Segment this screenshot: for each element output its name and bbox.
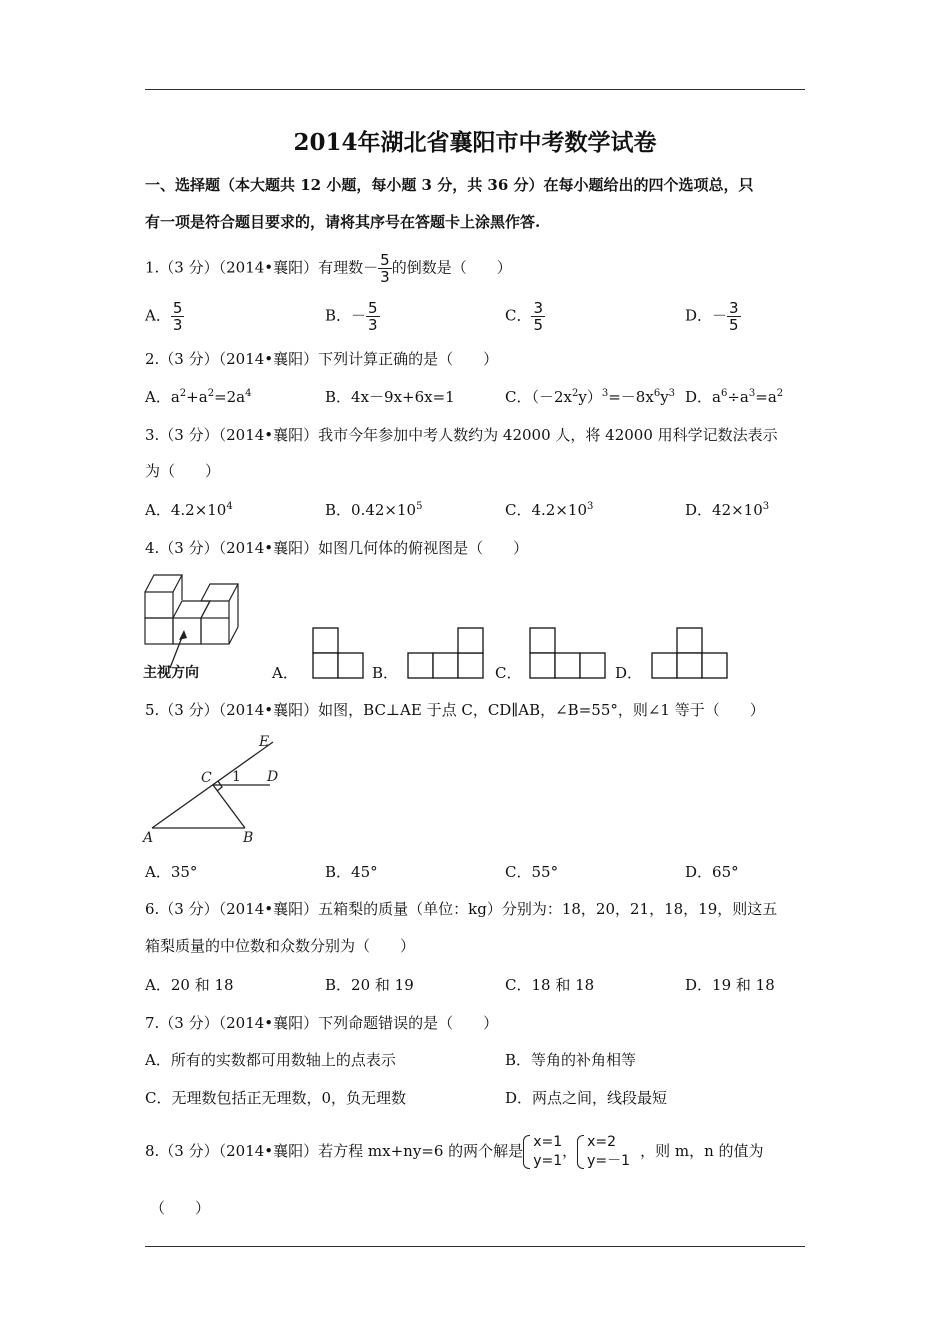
q2-option-c: C．$(-2x^2y)^3=-8x^6y^3$ [505,388,676,406]
q2-option-d: D．$a^6\div a^3=a^2$ [685,388,784,406]
q2-option-b: B．4x－9x+6x=1 [325,388,455,406]
q7-stem: 7.（3 分）（2014•襄阳）下列命题错误的是（ ） [145,1014,499,1032]
q6-stem-line1: 6.（3 分）（2014•襄阳）五箱梨的质量（单位：kg）分别为：18，20，21，18，19，则这五 [145,900,778,918]
q8-stem-line2: （ ） [150,1199,211,1217]
q5-point-e: E [259,734,270,750]
q5-geometry-figure [140,730,300,850]
q2-stem: 2.（3 分）（2014•襄阳）下列计算正确的是（ ） [145,350,499,368]
q1-option-a: A． $\frac{5}{3}$ [145,299,183,334]
q1-option-b: B．－ $\frac{5}{3}$ [325,299,378,334]
q1-option-c: C． $\frac{3}{5}$ [505,299,544,334]
q5-point-a: A [143,830,154,846]
q8-system-2: x=2 y=－1 [577,1133,630,1171]
q6-option-c: C．18 和 18 [505,976,595,994]
q7-option-b: B．等角的补角相等 [505,1051,637,1069]
q5-angle-1: 1 [232,769,241,785]
q5-stem: 5.（3 分）（2014•襄阳）如图，BC⊥AE 于点 C，CD∥AB，∠B=55°，则∠1 等于（ ） [145,701,765,719]
q5-option-b: B．45° [325,863,378,881]
q6-stem-line2: 箱梨质量的中位数和众数分别为（ ） [145,937,416,955]
q6-option-a: A．20 和 18 [145,976,234,994]
q7-option-c: C．无理数包括正无理数，0，负无理数 [145,1089,407,1107]
q3-option-b: B．$0.42\times 10^5$ [325,501,423,519]
q4-label-c: C． [495,664,522,682]
q8-stem: 8.（3 分）（2014•襄阳）若方程 mx+ny=6 的两个解是 x=1 y=1 ， x=2 y=－1 ，则 m，n 的值为 [145,1134,764,1169]
header-rule [145,89,805,90]
section-heading-line1: 一、选择题（本大题共 12 小题，每小题 3 分，共 36 分）在每小题给出的四个选项总，只 [145,176,754,194]
q4-option-b-figure [407,627,489,681]
q5-option-d: D．65° [685,863,739,881]
q1-fraction: $\frac{5}{3}$ [380,251,390,286]
q6-option-d: D．19 和 18 [685,976,775,994]
q1-stem: 1.（3 分）（2014•襄阳）有理数－ $\frac{5}{3}$ 的倒数是（ ） [145,251,512,286]
q4-option-a-figure [312,627,368,681]
q4-option-c-figure [529,627,611,681]
section-heading-line2: 有一项是符合题目要求的，请将其序号在答题卡上涂黑作答. [145,213,541,231]
q6-option-b: B．20 和 19 [325,976,414,994]
q1-option-d: D．－ $\frac{3}{5}$ [685,299,739,334]
q4-label-d: D． [615,664,643,682]
q4-stem: 4.（3 分）（2014•襄阳）如图几何体的俯视图是（ ） [145,539,529,557]
q4-caption: 主视方向 [143,665,199,681]
q5-option-a: A．35° [145,863,198,881]
q4-label-a: A． [272,664,298,682]
q4-label-b: B． [372,664,399,682]
q7-option-d: D．两点之间，线段最短 [505,1089,668,1107]
page-title: 2014年湖北省襄阳市中考数学试卷 [293,129,657,156]
q3-option-d: D．$42\times 10^3$ [685,501,770,519]
footer-rule [145,1246,805,1247]
q5-point-c: C [201,770,212,786]
q3-option-a: A．$4.2\times 10^4$ [145,501,233,519]
q5-point-d: D [267,769,279,785]
q2-option-a: A．$a^2+a^2=2a^4$ [145,388,252,406]
q3-option-c: C．$4.2\times 10^3$ [505,501,594,519]
q3-stem-line2: 为（ ） [145,462,221,480]
q4-option-d-figure [651,627,733,681]
q5-point-b: B [243,830,254,846]
q7-option-a: A．所有的实数都可用数轴上的点表示 [145,1051,396,1069]
q3-stem-line1: 3.（3 分）（2014•襄阳）我市今年参加中考人数约为 42000 人，将 42000 用科学记数法表示 [145,426,778,444]
q8-system-1: x=1 y=1 [523,1133,562,1171]
q5-option-c: C．55° [505,863,559,881]
